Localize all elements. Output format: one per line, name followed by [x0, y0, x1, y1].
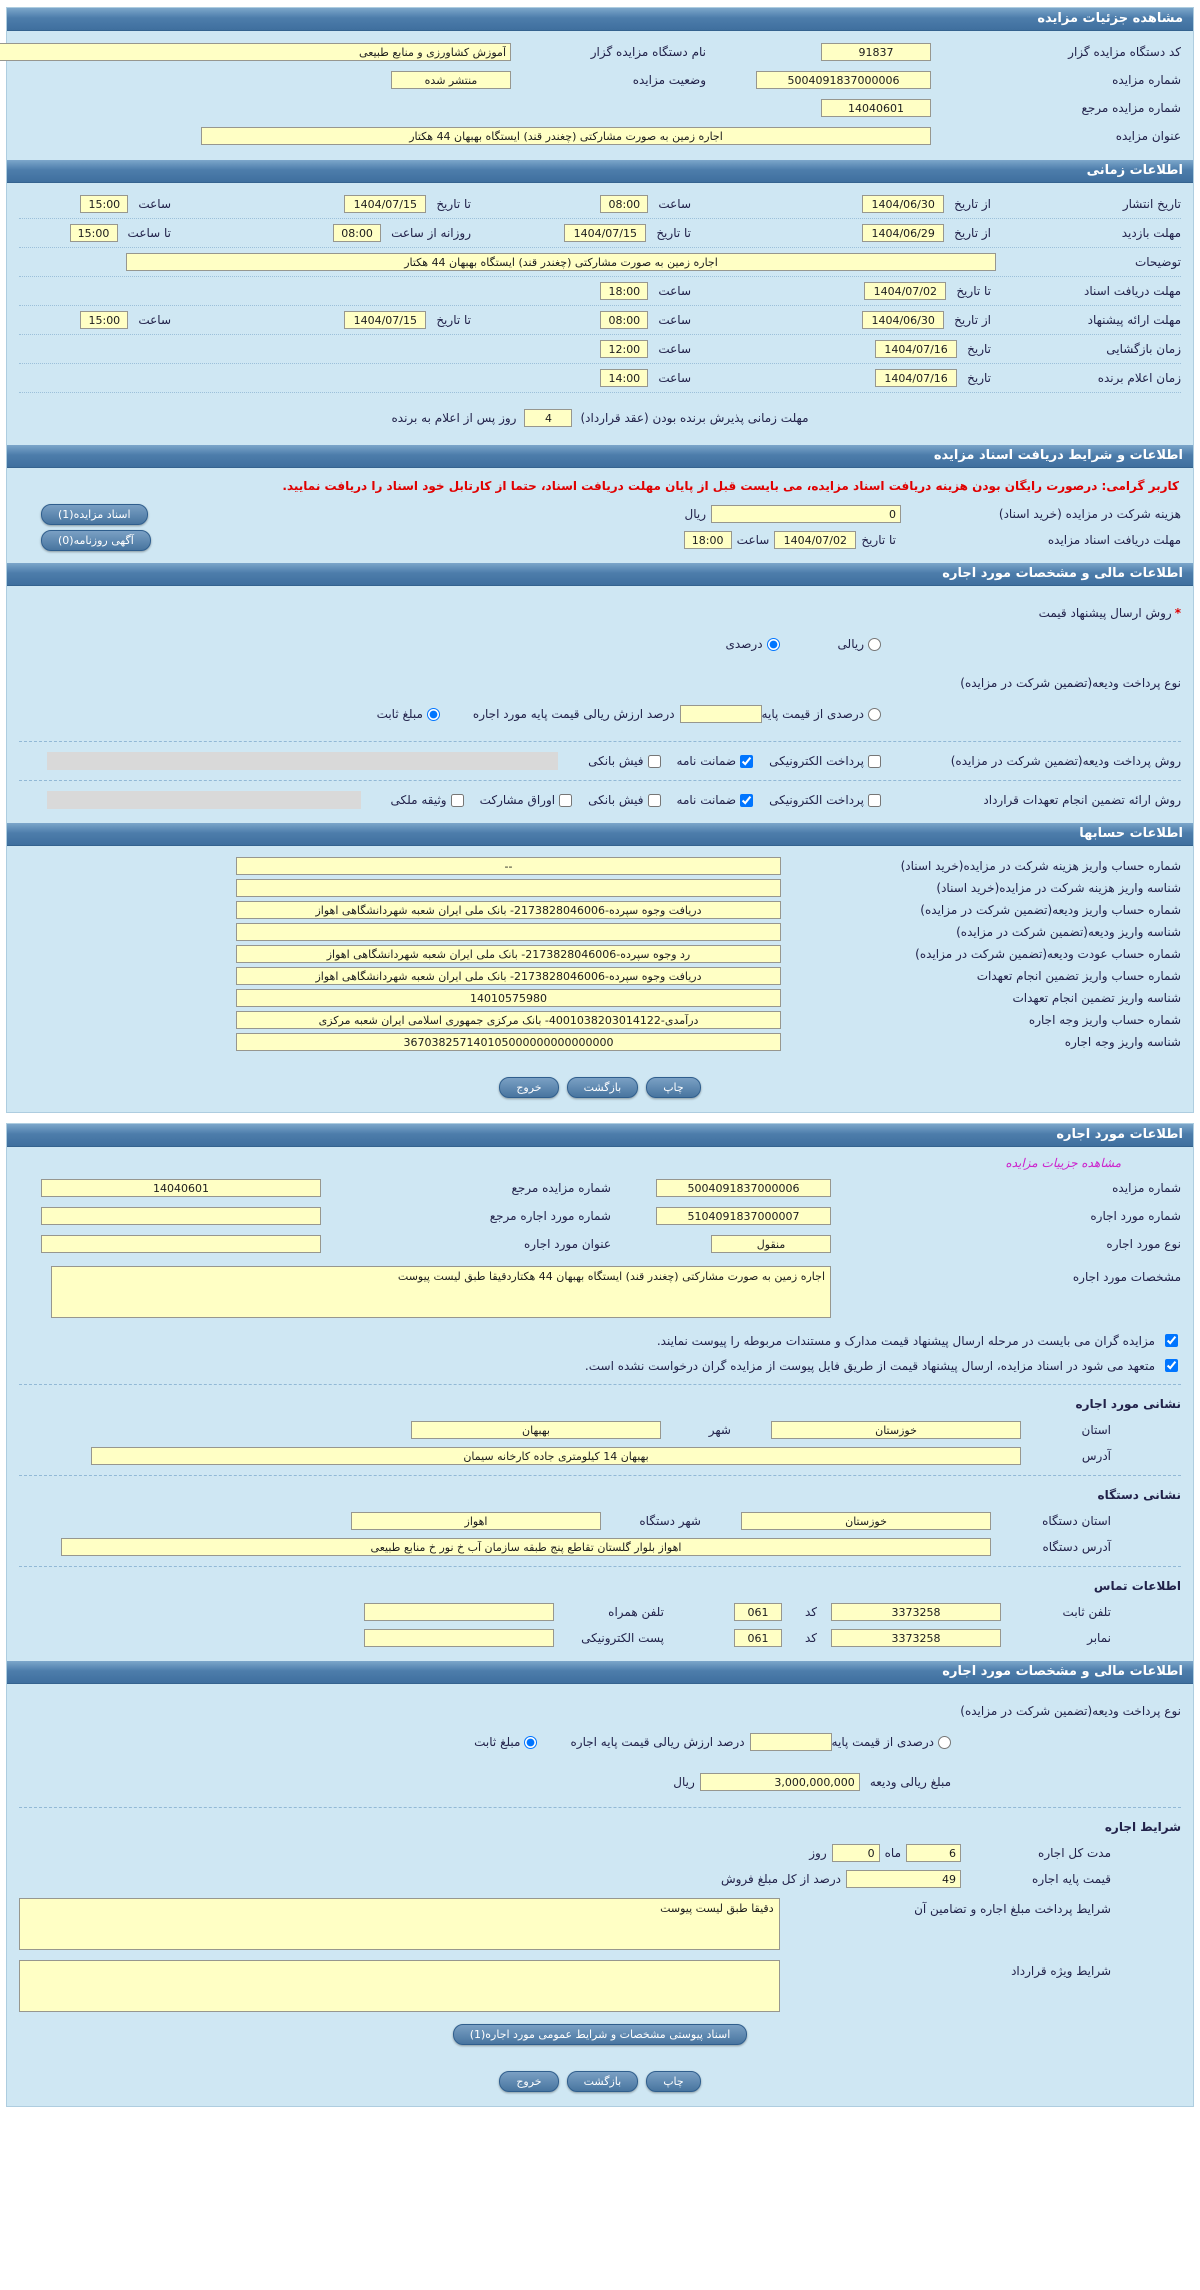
account-row — [19, 923, 1181, 941]
deposit-bank-receipt-option[interactable] — [588, 754, 660, 768]
offer-to-time-input[interactable] — [80, 311, 128, 329]
doc-receive-deadline-row — [19, 277, 1181, 306]
account-label: شناسه واریز وجه اجاره — [1064, 1035, 1181, 1049]
rent-item-title-input[interactable] — [41, 1235, 321, 1253]
docs-deadline-row — [19, 527, 1181, 553]
rent-terms-section-label: شرایط اجاره — [1104, 1820, 1181, 1834]
account-label: شماره حساب واریز ودیعه(تضمین شرکت در مزایده) — [920, 903, 1181, 917]
price-method-label: روش ارسال پیشنهاد قیمت — [1038, 606, 1172, 620]
price-method-row — [19, 601, 1181, 625]
rent-item-section — [7, 1147, 1193, 1661]
from-date-label: از تاریخ — [954, 226, 991, 240]
org-code-label: کد دستگاه مزایده گزار — [1068, 45, 1181, 59]
deposit-method-row — [19, 748, 1181, 774]
contact-title-row — [19, 1573, 1181, 1599]
special-terms-row — [19, 1960, 1181, 2012]
province-label: استان — [1081, 1423, 1111, 1437]
attached-docs-button[interactable]: اسناد پیوستی مشخصات و شرایط عمومی مورد اجاره(1) — [453, 2024, 748, 2045]
rent-duration-label: مدت کل اجاره — [1038, 1846, 1111, 1860]
divider — [19, 741, 1181, 742]
base-price-suffix: درصد از کل مبلغ فروش — [720, 1872, 841, 1886]
rent-item-number-input[interactable] — [656, 1207, 831, 1225]
rent-item-number-row — [19, 1202, 1181, 1230]
org-province-label: استان دستگاه — [1042, 1514, 1111, 1528]
fixed-amount-radio[interactable] — [427, 708, 440, 721]
org-name-label: نام دستگاه مزایده گزار — [590, 45, 706, 59]
rent-item-panel — [6, 1123, 1194, 2107]
base-price-label: قیمت پایه اجاره — [1032, 1872, 1111, 1886]
percent-base2-suffix: درصد ارزش ریالی قیمت پایه اجاره — [570, 1735, 745, 1749]
rent-item-ref-input[interactable] — [41, 1207, 321, 1225]
account-input[interactable] — [236, 1011, 781, 1029]
doc-receive-deadline-label: مهلت دریافت اسناد — [1083, 284, 1181, 298]
to-date-label: تا تاریخ — [861, 533, 896, 547]
from-date-label: از تاریخ — [954, 197, 991, 211]
payment-terms-label: شرایط پرداخت مبلغ اجاره و تضامین آن — [914, 1902, 1111, 1916]
account-row — [19, 989, 1181, 1007]
general-section — [7, 31, 1193, 160]
account-row — [19, 857, 1181, 875]
deposit-type2-options — [19, 1729, 1181, 1755]
print-button[interactable]: چاپ — [646, 1077, 701, 1098]
deposit-electronic-label: پرداخت الکترونیکی — [769, 754, 864, 768]
duration-months-input[interactable] — [906, 1844, 961, 1862]
participation-fee-row — [19, 501, 1181, 527]
opening-date-input[interactable] — [875, 340, 957, 358]
daily-from-hour-label: روزانه از ساعت — [391, 226, 471, 240]
auction-title-row — [19, 122, 1181, 150]
auction-docs-button[interactable]: اسناد مزایده(1) — [41, 504, 148, 525]
no-file-request-row — [19, 1353, 1181, 1378]
guarantee-electronic-label: پرداخت الکترونیکی — [769, 793, 864, 807]
deposit-bank-receipt-label: فیش بانکی — [588, 754, 644, 768]
newspaper-ad-button[interactable]: آگهی روزنامه(0) — [41, 530, 151, 551]
org-city-input[interactable] — [351, 1512, 601, 1530]
auction-number-label: شماره مزایده — [1112, 73, 1181, 87]
fixed-amount2-option[interactable] — [474, 1735, 537, 1749]
percent-base-input[interactable] — [680, 705, 762, 723]
rent-financial-section — [7, 1684, 1193, 2059]
deposit-amount-input[interactable] — [700, 1773, 860, 1791]
phone-row — [19, 1599, 1181, 1625]
participation-bonds-label: اوراق مشارکت — [479, 793, 556, 807]
percent-base-label: درصدی از قیمت پایه — [761, 707, 864, 721]
item-address-section-label: نشانی مورد اجاره — [1075, 1397, 1181, 1411]
property-collateral-label: وثیقه ملکی — [390, 793, 447, 807]
item-auction-number-label: شماره مزایده — [1112, 1181, 1181, 1195]
hour-label: ساعت — [658, 342, 691, 356]
winner-accept-days-input[interactable] — [524, 409, 572, 427]
deposit-type-options — [19, 701, 1181, 727]
accounts-section-header: اطلاعات حسابها — [7, 823, 1193, 846]
duration-days-input[interactable] — [832, 1844, 880, 1862]
offer-from-date-input[interactable] — [862, 311, 944, 329]
auction-ref-label: شماره مزایده مرجع — [1081, 101, 1181, 115]
winner-accept-suffix: روز پس از اعلام به برنده — [391, 411, 517, 425]
winner-announce-time-input[interactable] — [600, 369, 648, 387]
item-address-row — [19, 1443, 1181, 1469]
required-star: * — [1174, 606, 1181, 620]
timing-section-header: اطلاعات زمانی — [7, 160, 1193, 183]
item-auction-ref-input[interactable] — [41, 1179, 321, 1197]
account-row — [19, 1011, 1181, 1029]
hour-label: ساعت — [658, 371, 691, 385]
print-button-2[interactable]: چاپ — [646, 2071, 701, 2092]
winner-announce-date-input[interactable] — [875, 369, 957, 387]
rent-item-header: اطلاعات مورد اجاره — [7, 1124, 1193, 1147]
guarantee-electronic-checkbox[interactable] — [868, 794, 881, 807]
phone-code-input[interactable] — [734, 1603, 782, 1621]
rent-item-ref-label: شماره مورد اجاره مرجع — [489, 1209, 611, 1223]
org-address-input[interactable] — [61, 1538, 991, 1556]
timing-section — [7, 183, 1193, 445]
auction-status-label: وضعیت مزایده — [632, 73, 706, 87]
auction-status-input[interactable] — [391, 71, 511, 89]
email-input[interactable] — [364, 1629, 554, 1647]
winner-announce-label: زمان اعلام برنده — [1097, 371, 1181, 385]
base-price-input[interactable] — [846, 1870, 961, 1888]
percent-radio[interactable] — [767, 638, 780, 651]
attachment-required-checkbox[interactable] — [1165, 1334, 1178, 1347]
back-button[interactable]: بازگشت — [567, 1077, 639, 1098]
publish-to-time-input[interactable] — [80, 195, 128, 213]
to-date-label: تا تاریخ — [956, 284, 991, 298]
visit-deadline-row — [19, 219, 1181, 248]
org-address-section-label: نشانی دستگاه — [1097, 1488, 1181, 1502]
hour-label: ساعت — [138, 197, 171, 211]
deposit-type2-row — [19, 1699, 1181, 1723]
divider — [19, 1566, 1181, 1567]
rent-terms-title-row — [19, 1814, 1181, 1840]
visit-from-date-input[interactable] — [862, 224, 944, 242]
org-code-input[interactable] — [821, 43, 931, 61]
fixed-amount-label: مبلغ ثابت — [376, 707, 423, 721]
account-row — [19, 901, 1181, 919]
payment-terms-row — [19, 1898, 1181, 1950]
deposit-type2-label: نوع پرداخت ودیعه(تضمین شرکت در مزایده) — [960, 1704, 1181, 1718]
mobile-input[interactable] — [364, 1603, 554, 1621]
rent-item-type-input[interactable] — [711, 1235, 831, 1253]
fax-code-input[interactable] — [734, 1629, 782, 1647]
percent-base-option[interactable] — [762, 707, 881, 721]
guarantee-bank-receipt-label: فیش بانکی — [588, 793, 644, 807]
attachment-required-row — [19, 1328, 1181, 1353]
deposit-amount-label: مبلغ ریالی ودیعه — [869, 1775, 951, 1789]
percent-base2-option[interactable] — [832, 1735, 951, 1749]
org-address-label: آدرس دستگاه — [1042, 1540, 1111, 1554]
rent-item-specs-row — [19, 1266, 1181, 1318]
rent-item-type-label: نوع مورد اجاره — [1106, 1237, 1181, 1251]
phone-code-label: کد — [804, 1605, 817, 1619]
description-row — [19, 248, 1181, 277]
org-address-title-row — [19, 1482, 1181, 1508]
docs-section-header: اطلاعات و شرایط دریافت اسناد مزایده — [7, 445, 1193, 468]
deposit-amount-row — [19, 1769, 1181, 1795]
account-row — [19, 967, 1181, 985]
auction-title-label: عنوان مزایده — [1115, 129, 1181, 143]
org-province-city-row — [19, 1508, 1181, 1534]
rent-item-specs-label: مشخصات مورد اجاره — [1072, 1270, 1181, 1284]
financial-section-header: اطلاعات مالی و مشخصات مورد اجاره — [7, 563, 1193, 586]
item-address-title-row — [19, 1391, 1181, 1417]
visit-deadline-label: مهلت بازدید — [1121, 226, 1181, 240]
offer-from-time-input[interactable] — [600, 311, 648, 329]
account-row — [19, 1033, 1181, 1051]
disabled-area — [47, 791, 361, 809]
account-input[interactable] — [236, 857, 781, 875]
rial-radio[interactable] — [868, 638, 881, 651]
percent-option[interactable] — [726, 637, 780, 651]
to-hour-label: تا ساعت — [127, 226, 171, 240]
property-collateral-option[interactable] — [391, 793, 464, 807]
percent-option-label: درصدی — [725, 637, 763, 651]
description-input[interactable] — [126, 253, 996, 271]
account-input[interactable] — [236, 1033, 781, 1051]
account-label: شناسه واریز هزینه شرکت در مزایده(خرید اسناد) — [936, 881, 1181, 895]
payment-terms-textarea[interactable] — [19, 1898, 780, 1950]
fax-label: نمابر — [1087, 1631, 1111, 1645]
percent-base2-label: درصدی از قیمت پایه — [831, 1735, 934, 1749]
guarantee-letter-option[interactable] — [677, 793, 754, 807]
account-input[interactable] — [236, 945, 781, 963]
email-label: پست الکترونیکی — [581, 1631, 664, 1645]
visit-from-time-input[interactable] — [333, 224, 381, 242]
publish-from-time-input[interactable] — [600, 195, 648, 213]
item-auction-ref-label: شماره مزایده مرجع — [511, 1181, 611, 1195]
publish-to-date-input[interactable] — [344, 195, 426, 213]
month-unit-label: ماه — [884, 1846, 901, 1860]
org-province-input[interactable] — [741, 1512, 991, 1530]
rent-item-specs-textarea[interactable] — [51, 1266, 831, 1318]
date-label: تاریخ — [967, 342, 991, 356]
rial-label: ریال — [684, 507, 706, 521]
financial-section — [7, 586, 1193, 823]
no-file-request-note: متعهد می شود در اسناد مزایده، ارسال پیشنهاد قیمت از طریق فایل پیوست از مزایده گران درخواست نشده است. — [584, 1358, 1155, 1373]
divider — [19, 1384, 1181, 1385]
org-name-input[interactable] — [0, 43, 511, 61]
participation-fee-input[interactable] — [711, 505, 901, 523]
account-input[interactable] — [236, 923, 781, 941]
item-auction-number-row — [19, 1174, 1181, 1202]
docs-deadline-date-input[interactable] — [774, 531, 856, 549]
guarantee-electronic-option[interactable] — [769, 793, 881, 807]
panel2-action-buttons — [7, 2059, 1193, 2106]
opening-time-input[interactable] — [600, 340, 648, 358]
fax-code-label: کد — [804, 1631, 817, 1645]
visit-to-date-input[interactable] — [564, 224, 646, 242]
special-terms-label: شرایط ویژه قرارداد — [1011, 1964, 1111, 1978]
org-city-label: شهر دستگاه — [639, 1514, 701, 1528]
account-label: شماره حساب واریز هزینه شرکت در مزایده(خرید اسناد) — [900, 859, 1181, 873]
deposit-type-row — [19, 671, 1181, 695]
docs-section — [7, 468, 1193, 563]
to-date-label: تا تاریخ — [436, 313, 471, 327]
guarantee-bank-receipt-option[interactable] — [588, 793, 660, 807]
hour-label: ساعت — [736, 533, 770, 547]
account-input[interactable] — [236, 967, 781, 985]
org-row — [19, 38, 1181, 66]
account-label: شماره حساب واریز تضمین انجام تعهدات — [976, 969, 1181, 983]
address-input[interactable] — [91, 1447, 1021, 1465]
winner-accept-row — [19, 393, 1181, 435]
account-label: شماره حساب واریز وجه اجاره — [1028, 1013, 1181, 1027]
fixed-amount2-radio[interactable] — [524, 1736, 537, 1749]
docs-deadline-label: مهلت دریافت اسناد مزایده — [1047, 533, 1181, 547]
opening-time-row — [19, 335, 1181, 364]
deposit-bank-receipt-checkbox[interactable] — [648, 755, 661, 768]
auction-ref-input[interactable] — [821, 99, 931, 117]
publish-date-row — [19, 190, 1181, 219]
publish-date-label: تاریخ انتشار — [1122, 197, 1181, 211]
participation-bonds-option[interactable] — [480, 793, 572, 807]
offer-deadline-label: مهلت ارائه پیشنهاد — [1087, 313, 1181, 327]
from-date-label: از تاریخ — [954, 313, 991, 327]
back-button-2[interactable]: بازگشت — [567, 2071, 639, 2092]
contract-guarantee-row — [19, 787, 1181, 813]
doc-deadline-date-input[interactable] — [864, 282, 946, 300]
rent-financial-header: اطلاعات مالی و مشخصات مورد اجاره — [7, 1661, 1193, 1684]
opening-time-label: زمان بازگشایی — [1106, 342, 1181, 356]
contact-section-label: اطلاعات تماس — [1093, 1579, 1181, 1593]
city-input[interactable] — [411, 1421, 661, 1439]
property-collateral-checkbox[interactable] — [451, 794, 464, 807]
details-link-row — [19, 1154, 1181, 1174]
disabled-area — [47, 752, 558, 770]
contract-guarantee-label: روش ارائه تضمین انجام تعهدات قرارداد — [983, 793, 1181, 807]
rial-label: ریال — [673, 1775, 695, 1789]
auction-number-input[interactable] — [756, 71, 931, 89]
guarantee-bank-receipt-checkbox[interactable] — [648, 794, 661, 807]
winner-announce-row — [19, 364, 1181, 393]
description-label: توضیحات — [1134, 255, 1181, 269]
phone-input[interactable] — [831, 1603, 1001, 1621]
winner-accept-label: مهلت زمانی پذیرش برنده بودن (عقد قرارداد) — [580, 411, 809, 425]
account-label: شماره حساب عودت ودیعه(تضمین شرکت در مزایده) — [915, 947, 1181, 961]
account-row — [19, 945, 1181, 963]
fixed-amount-option[interactable] — [377, 707, 440, 721]
attached-docs-row — [19, 2012, 1181, 2049]
account-label: شناسه واریز ودیعه(تضمین شرکت در مزایده) — [956, 925, 1181, 939]
auction-number-row — [19, 66, 1181, 94]
divider — [19, 1807, 1181, 1808]
offer-deadline-row — [19, 306, 1181, 335]
to-date-label: تا تاریخ — [436, 197, 471, 211]
special-terms-textarea[interactable] — [19, 1960, 780, 2012]
deposit-guarantee-letter-checkbox[interactable] — [740, 755, 753, 768]
rent-duration-row — [19, 1840, 1181, 1866]
price-method-options — [19, 631, 1181, 657]
publish-from-date-input[interactable] — [862, 195, 944, 213]
hour-label: ساعت — [138, 313, 171, 327]
auction-details-header: مشاهده جزئیات مزایده — [7, 8, 1193, 31]
account-row — [19, 879, 1181, 897]
guarantee-letter-checkbox[interactable] — [740, 794, 753, 807]
fax-row — [19, 1625, 1181, 1651]
rial-option-label: ریالی — [837, 637, 864, 651]
auction-details-panel — [6, 7, 1194, 1113]
phone-label: تلفن ثابت — [1062, 1605, 1111, 1619]
rent-item-number-label: شماره مورد اجاره — [1090, 1209, 1181, 1223]
exit-button-2[interactable]: خروج — [499, 2071, 558, 2092]
attachment-required-note: مزایده گران می بایست در مرحله ارسال پیشنهاد قیمت مدارک و مستندات مربوطه را پیوست نمایند. — [656, 1333, 1155, 1348]
accounts-section — [7, 846, 1193, 1065]
participation-bonds-checkbox[interactable] — [559, 794, 572, 807]
panel1-action-buttons — [7, 1065, 1193, 1112]
rent-item-type-row — [19, 1230, 1181, 1258]
account-label: شناسه واریز تضمین انجام تعهدات — [1012, 991, 1181, 1005]
to-date-label: تا تاریخ — [656, 226, 691, 240]
exit-button[interactable]: خروج — [499, 1077, 558, 1098]
docs-warning-text: کاربر گرامی: درصورت رایگان بودن هزینه دریافت اسناد مزایده، می بایست قبل از پایان مهلت دریافت اسناد، حتما از کارتابل خود اسناد را دریافت نمایید. — [282, 479, 1179, 493]
docs-deadline-time-input[interactable] — [684, 531, 732, 549]
auction-details-page — [0, 7, 1200, 2107]
percent-base-radio[interactable] — [868, 708, 881, 721]
hour-label: ساعت — [658, 284, 691, 298]
account-input[interactable] — [236, 879, 781, 897]
guarantee-letter-label: ضمانت نامه — [676, 793, 737, 807]
deposit-electronic-option[interactable] — [769, 754, 881, 768]
fixed-amount2-label: مبلغ ثابت — [474, 1735, 521, 1749]
participation-fee-label: هزینه شرکت در مزایده (خرید اسناد) — [998, 507, 1181, 521]
account-input[interactable] — [236, 901, 781, 919]
auction-title-input[interactable] — [201, 127, 931, 145]
province-input[interactable] — [771, 1421, 1021, 1439]
percent-base2-input[interactable] — [750, 1733, 832, 1751]
percent-base2-radio[interactable] — [938, 1736, 951, 1749]
deposit-guarantee-letter-option[interactable] — [677, 754, 754, 768]
item-auction-number-input[interactable] — [656, 1179, 831, 1197]
divider — [19, 1475, 1181, 1476]
fax-input[interactable] — [831, 1629, 1001, 1647]
city-label: شهر — [708, 1423, 731, 1437]
org-address-row — [19, 1534, 1181, 1560]
rent-item-title-label: عنوان مورد اجاره — [523, 1237, 611, 1251]
hour-label: ساعت — [658, 313, 691, 327]
no-file-request-checkbox[interactable] — [1165, 1359, 1178, 1372]
account-input[interactable] — [236, 989, 781, 1007]
divider — [19, 780, 1181, 781]
auction-ref-row — [19, 94, 1181, 122]
hour-label: ساعت — [658, 197, 691, 211]
doc-deadline-time-input[interactable] — [600, 282, 648, 300]
item-province-city-row — [19, 1417, 1181, 1443]
deposit-method-label: روش پرداخت ودیعه(تضمین شرکت در مزایده) — [950, 754, 1181, 768]
date-label: تاریخ — [967, 371, 991, 385]
deposit-guarantee-letter-label: ضمانت نامه — [676, 754, 737, 768]
deposit-electronic-checkbox[interactable] — [868, 755, 881, 768]
view-auction-details-link[interactable]: مشاهده جزییات مزایده — [1005, 1156, 1121, 1170]
rial-option[interactable] — [838, 637, 881, 651]
day-unit-label: روز — [809, 1846, 827, 1860]
address-label: آدرس — [1081, 1449, 1111, 1463]
base-price-row — [19, 1866, 1181, 1892]
deposit-type-label: نوع پرداخت ودیعه(تضمین شرکت در مزایده) — [960, 676, 1181, 690]
mobile-label: تلفن همراه — [608, 1605, 664, 1619]
offer-to-date-input[interactable] — [344, 311, 426, 329]
visit-to-time-input[interactable] — [70, 224, 118, 242]
percent-base-suffix: درصد ارزش ریالی قیمت پایه مورد اجاره — [472, 707, 675, 721]
